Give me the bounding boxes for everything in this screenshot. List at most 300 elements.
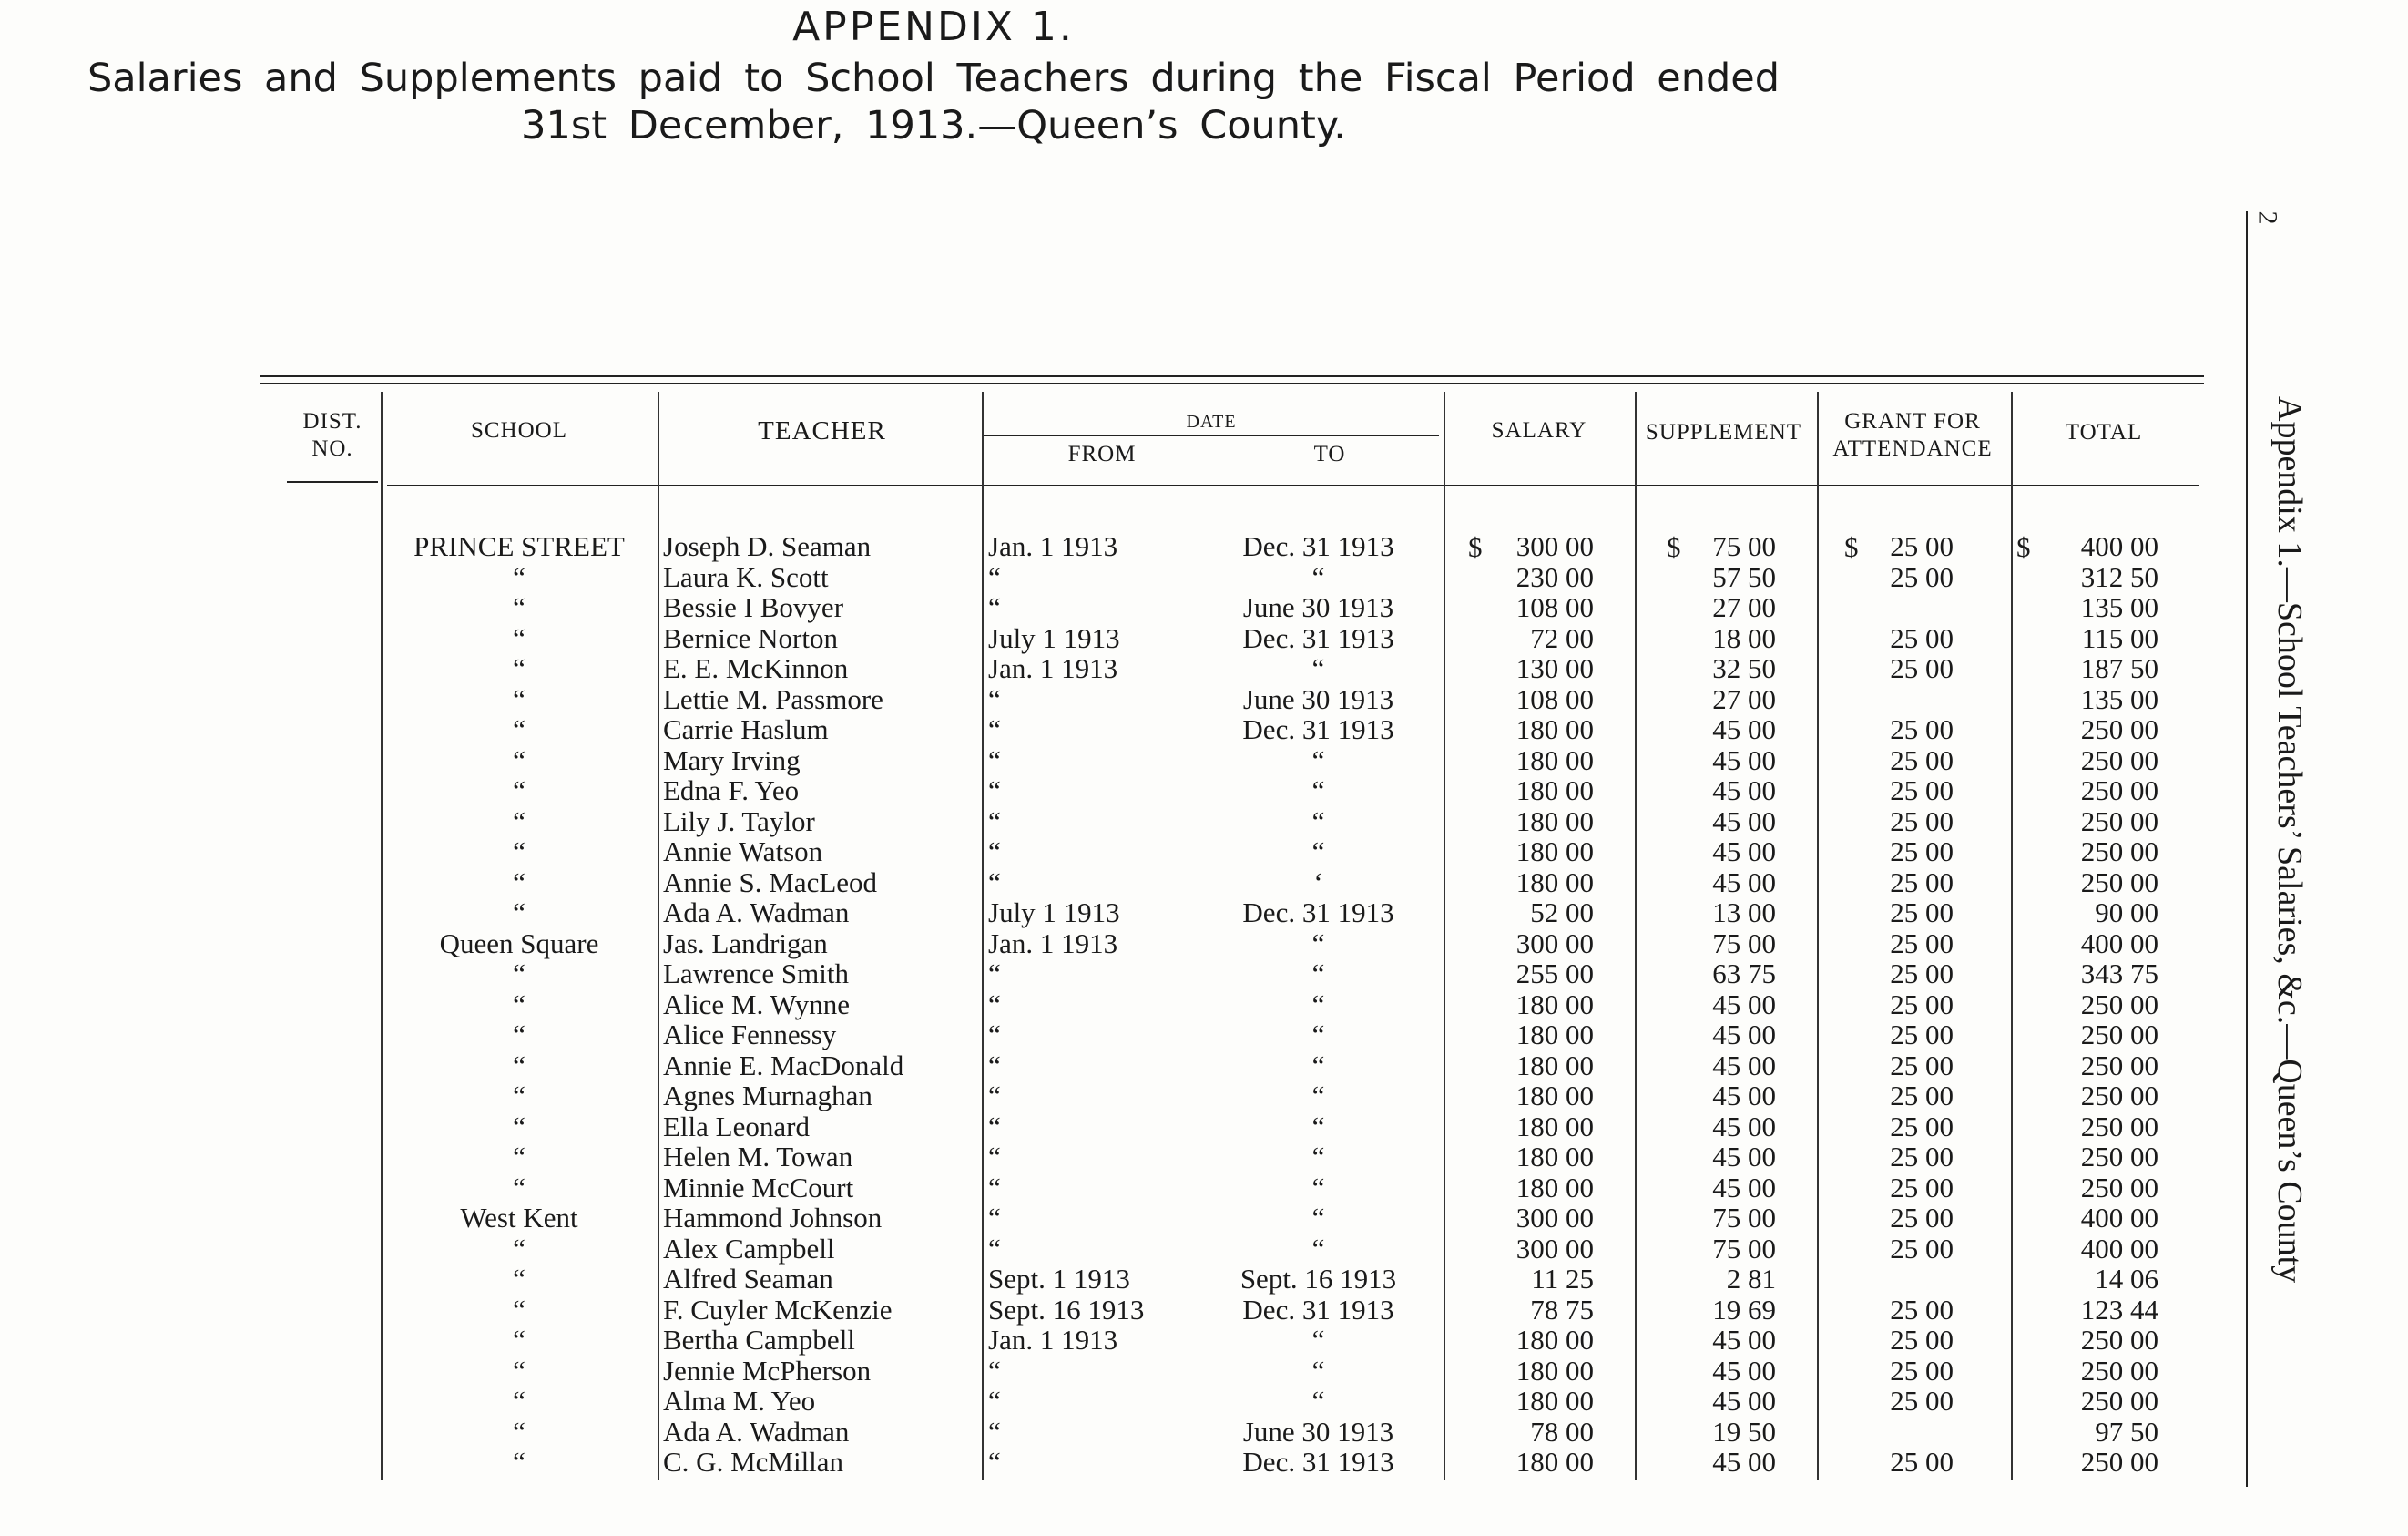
cell-sup: 57 50 bbox=[1712, 560, 1776, 593]
cell-from: “ bbox=[988, 1049, 1001, 1081]
cell-total: 97 50 bbox=[2095, 1415, 2158, 1448]
cell-to: “ bbox=[1311, 652, 1325, 684]
cell-teacher: Lettie M. Passmore bbox=[663, 682, 883, 715]
cell-to: “ bbox=[1311, 1202, 1325, 1234]
cell-from: “ bbox=[988, 774, 1001, 806]
dollar-sign-supplement: $ bbox=[1667, 531, 1681, 563]
cell-school: “ bbox=[513, 682, 525, 715]
header-salary: SALARY bbox=[1491, 418, 1587, 443]
table-row bbox=[0, 1142, 2186, 1172]
cell-school: “ bbox=[513, 713, 525, 745]
cell-sup: 75 00 bbox=[1712, 1202, 1776, 1234]
subtitle-line-2: 31st December, 1913.—Queen’s County. bbox=[521, 103, 1346, 148]
cell-salary: 300 00 bbox=[1515, 927, 1594, 959]
cell-school: “ bbox=[513, 743, 525, 776]
cell-salary: 108 00 bbox=[1515, 591, 1594, 623]
cell-to: “ bbox=[1311, 743, 1325, 776]
cell-to: “ bbox=[1311, 1141, 1325, 1172]
cell-to: “ bbox=[1311, 1232, 1325, 1265]
cell-grant: 25 00 bbox=[1890, 530, 1954, 562]
cell-from: Sept. 16 1913 bbox=[988, 1293, 1145, 1326]
cell-total: 250 00 bbox=[2080, 1110, 2158, 1142]
cell-from: Sept. 1 1913 bbox=[988, 1263, 1130, 1295]
cell-grant: 25 00 bbox=[1890, 1080, 1954, 1111]
table-row bbox=[0, 806, 2186, 837]
table-row bbox=[0, 1295, 2186, 1326]
cell-teacher: Lawrence Smith bbox=[663, 957, 850, 989]
cell-sup: 45 00 bbox=[1712, 1141, 1776, 1172]
cell-sup: 2 81 bbox=[1726, 1263, 1776, 1295]
table-row bbox=[0, 1172, 2186, 1203]
header-from: FROM bbox=[1067, 442, 1137, 466]
cell-sup: 45 00 bbox=[1712, 1049, 1776, 1081]
cell-sup: 75 00 bbox=[1712, 927, 1776, 959]
cell-school: “ bbox=[513, 1171, 525, 1203]
cell-total: 187 50 bbox=[2080, 652, 2158, 684]
cell-teacher: Alex Campbell bbox=[663, 1232, 835, 1265]
table-row bbox=[0, 928, 2186, 959]
cell-total: 250 00 bbox=[2080, 988, 2158, 1020]
table-row bbox=[0, 745, 2186, 776]
cell-grant: 25 00 bbox=[1890, 1049, 1954, 1081]
cell-school: “ bbox=[513, 621, 525, 654]
cell-teacher: Agnes Murnaghan bbox=[663, 1080, 872, 1111]
cell-school: “ bbox=[513, 591, 525, 623]
cell-salary: 180 00 bbox=[1515, 1385, 1594, 1417]
cell-sup: 45 00 bbox=[1712, 1019, 1776, 1050]
cell-from: “ bbox=[988, 1354, 1001, 1387]
cell-school: “ bbox=[513, 1415, 525, 1448]
cell-total: 90 00 bbox=[2095, 896, 2158, 928]
cell-school: “ bbox=[513, 1110, 525, 1142]
cell-to: June 30 1913 bbox=[1242, 1415, 1394, 1448]
cell-from: “ bbox=[988, 1446, 1001, 1478]
table-row bbox=[0, 1050, 2186, 1081]
table-row bbox=[0, 1111, 2186, 1142]
cell-total: 250 00 bbox=[2080, 1324, 2158, 1356]
cell-sup: 45 00 bbox=[1712, 865, 1776, 898]
cell-to: June 30 1913 bbox=[1242, 682, 1394, 715]
cell-grant: 25 00 bbox=[1890, 865, 1954, 898]
cell-teacher: Alice M. Wynne bbox=[663, 988, 851, 1020]
cell-from: “ bbox=[988, 1171, 1001, 1203]
cell-from: “ bbox=[988, 988, 1001, 1020]
header-date: DATE bbox=[1186, 412, 1237, 432]
header-dist: DIST. NO. bbox=[302, 409, 362, 461]
cell-sup: 45 00 bbox=[1712, 1080, 1776, 1111]
cell-from: “ bbox=[988, 743, 1001, 776]
cell-school: “ bbox=[513, 988, 525, 1020]
cell-to: Dec. 31 1913 bbox=[1242, 896, 1394, 928]
cell-grant: 25 00 bbox=[1890, 1019, 1954, 1050]
cell-salary: 78 75 bbox=[1530, 1293, 1594, 1326]
cell-teacher: Minnie McCourt bbox=[663, 1171, 854, 1203]
cell-grant: 25 00 bbox=[1890, 743, 1954, 776]
cell-from: “ bbox=[988, 1385, 1001, 1417]
cell-salary: 180 00 bbox=[1515, 865, 1594, 898]
cell-teacher: Bertha Campbell bbox=[663, 1324, 855, 1356]
table-row bbox=[0, 1356, 2186, 1387]
cell-teacher: Mary Irving bbox=[663, 743, 801, 776]
cell-sup: 45 00 bbox=[1712, 1324, 1776, 1356]
cell-teacher: Ada A. Wadman bbox=[663, 1415, 850, 1448]
cell-total: 135 00 bbox=[2080, 682, 2158, 715]
cell-total: 250 00 bbox=[2080, 1171, 2158, 1203]
table-body bbox=[0, 531, 2186, 1478]
cell-school: “ bbox=[513, 560, 525, 593]
cell-grant: 25 00 bbox=[1890, 1293, 1954, 1326]
table-row bbox=[0, 1019, 2186, 1050]
cell-teacher: Helen M. Towan bbox=[663, 1141, 853, 1172]
cell-sup: 45 00 bbox=[1712, 1385, 1776, 1417]
cell-sup: 19 69 bbox=[1712, 1293, 1776, 1326]
cell-teacher: Jas. Landrigan bbox=[663, 927, 828, 959]
cell-sup: 75 00 bbox=[1712, 1232, 1776, 1265]
cell-salary: 108 00 bbox=[1515, 682, 1594, 715]
cell-from: Jan. 1 1913 bbox=[988, 927, 1118, 959]
cell-from: “ bbox=[988, 1110, 1001, 1142]
cell-teacher: Ada A. Wadman bbox=[663, 896, 850, 928]
cell-teacher: Alma M. Yeo bbox=[663, 1385, 816, 1417]
cell-from: Jan. 1 1913 bbox=[988, 652, 1118, 684]
table-row bbox=[0, 1264, 2186, 1295]
cell-salary: 300 00 bbox=[1515, 530, 1594, 562]
cell-salary: 180 00 bbox=[1515, 1141, 1594, 1172]
table-row bbox=[0, 1234, 2186, 1265]
cell-total: 400 00 bbox=[2080, 530, 2158, 562]
cell-total: 250 00 bbox=[2080, 1141, 2158, 1172]
cell-sup: 19 50 bbox=[1712, 1415, 1776, 1448]
cell-salary: 180 00 bbox=[1515, 1171, 1594, 1203]
cell-teacher: Bessie I Bovyer bbox=[663, 591, 844, 623]
cell-teacher: E. E. McKinnon bbox=[663, 652, 849, 684]
cell-to: “ bbox=[1311, 835, 1325, 867]
cell-school: “ bbox=[513, 957, 525, 989]
cell-to: “ bbox=[1311, 1171, 1325, 1203]
cell-teacher: Bernice Norton bbox=[663, 621, 838, 654]
cell-grant: 25 00 bbox=[1890, 774, 1954, 806]
cell-total: 250 00 bbox=[2080, 1049, 2158, 1081]
cell-to: “ bbox=[1311, 774, 1325, 806]
cell-school: “ bbox=[513, 865, 525, 898]
cell-from: “ bbox=[988, 1019, 1001, 1050]
table-row bbox=[0, 775, 2186, 806]
cell-grant: 25 00 bbox=[1890, 1110, 1954, 1142]
cell-grant: 25 00 bbox=[1890, 1202, 1954, 1234]
cell-sup: 27 00 bbox=[1712, 591, 1776, 623]
cell-teacher: Edna F. Yeo bbox=[663, 774, 800, 806]
cell-school: “ bbox=[513, 835, 525, 867]
cell-salary: 180 00 bbox=[1515, 1110, 1594, 1142]
table-row bbox=[0, 531, 2186, 562]
cell-grant: 25 00 bbox=[1890, 1324, 1954, 1356]
cell-sup: 45 00 bbox=[1712, 835, 1776, 867]
cell-grant: 25 00 bbox=[1890, 1354, 1954, 1387]
cell-to: ‘ bbox=[1313, 865, 1323, 898]
header-total: TOTAL bbox=[2065, 420, 2143, 445]
header-rule-left bbox=[287, 481, 378, 483]
cell-grant: 25 00 bbox=[1890, 1385, 1954, 1417]
cell-sup: 32 50 bbox=[1712, 652, 1776, 684]
cell-total: 250 00 bbox=[2080, 713, 2158, 745]
table-row bbox=[0, 1417, 2186, 1448]
cell-to: “ bbox=[1311, 988, 1325, 1020]
cell-salary: 130 00 bbox=[1515, 652, 1594, 684]
cell-total: 400 00 bbox=[2080, 1232, 2158, 1265]
cell-salary: 255 00 bbox=[1515, 957, 1594, 989]
cell-grant: 25 00 bbox=[1890, 835, 1954, 867]
cell-teacher: Jennie McPherson bbox=[663, 1354, 872, 1387]
cell-sup: 45 00 bbox=[1712, 1110, 1776, 1142]
cell-salary: 11 25 bbox=[1531, 1263, 1594, 1295]
cell-salary: 52 00 bbox=[1530, 896, 1594, 928]
cell-grant: 25 00 bbox=[1890, 927, 1954, 959]
cell-sup: 45 00 bbox=[1712, 774, 1776, 806]
cell-teacher: Carrie Haslum bbox=[663, 713, 829, 745]
cell-total: 250 00 bbox=[2080, 865, 2158, 898]
cell-salary: 180 00 bbox=[1515, 743, 1594, 776]
cell-salary: 180 00 bbox=[1515, 774, 1594, 806]
cell-school: “ bbox=[513, 1324, 525, 1356]
cell-to: “ bbox=[1311, 927, 1325, 959]
cell-from: “ bbox=[988, 682, 1001, 715]
cell-school: “ bbox=[513, 1049, 525, 1081]
cell-from: “ bbox=[988, 804, 1001, 837]
cell-teacher: Hammond Johnson bbox=[663, 1202, 883, 1234]
cell-salary: 180 00 bbox=[1515, 1080, 1594, 1111]
cell-from: “ bbox=[988, 1415, 1001, 1448]
table-row bbox=[0, 989, 2186, 1020]
cell-total: 123 44 bbox=[2080, 1293, 2158, 1326]
cell-teacher: Annie Watson bbox=[663, 835, 823, 867]
cell-teacher: Lily J. Taylor bbox=[663, 804, 815, 837]
cell-from: “ bbox=[988, 957, 1001, 989]
cell-total: 115 00 bbox=[2081, 621, 2158, 654]
cell-teacher: Annie S. MacLeod bbox=[663, 865, 878, 898]
cell-sup: 45 00 bbox=[1712, 988, 1776, 1020]
cell-to: Dec. 31 1913 bbox=[1242, 1446, 1394, 1478]
table-row bbox=[0, 897, 2186, 928]
cell-to: “ bbox=[1311, 1080, 1325, 1111]
cell-to: “ bbox=[1311, 560, 1325, 593]
cell-total: 343 75 bbox=[2080, 957, 2158, 989]
table-row bbox=[0, 836, 2186, 867]
cell-sup: 45 00 bbox=[1712, 804, 1776, 837]
cell-total: 250 00 bbox=[2080, 743, 2158, 776]
cell-total: 250 00 bbox=[2080, 1385, 2158, 1417]
cell-from: “ bbox=[988, 1202, 1001, 1234]
cell-sup: 13 00 bbox=[1712, 896, 1776, 928]
cell-school: “ bbox=[513, 1080, 525, 1111]
cell-grant: 25 00 bbox=[1890, 988, 1954, 1020]
cell-total: 250 00 bbox=[2080, 1446, 2158, 1478]
table-row bbox=[0, 653, 2186, 684]
cell-to: Dec. 31 1913 bbox=[1242, 1293, 1394, 1326]
cell-teacher: C. G. McMillan bbox=[663, 1446, 844, 1478]
cell-to: “ bbox=[1311, 1354, 1325, 1387]
cell-sup: 45 00 bbox=[1712, 1446, 1776, 1478]
cell-grant: 25 00 bbox=[1890, 1446, 1954, 1478]
cell-sup: 45 00 bbox=[1712, 1354, 1776, 1387]
cell-from: “ bbox=[988, 1232, 1001, 1265]
cell-to: “ bbox=[1311, 1049, 1325, 1081]
cell-grant: 25 00 bbox=[1890, 1141, 1954, 1172]
cell-total: 250 00 bbox=[2080, 1354, 2158, 1387]
cell-total: 250 00 bbox=[2080, 804, 2158, 837]
cell-salary: 180 00 bbox=[1515, 713, 1594, 745]
cell-school: Queen Square bbox=[439, 927, 599, 959]
dollar-sign-grant: $ bbox=[1844, 531, 1859, 563]
cell-from: “ bbox=[988, 1080, 1001, 1111]
table-row bbox=[0, 1325, 2186, 1356]
cell-grant: 25 00 bbox=[1890, 713, 1954, 745]
cell-total: 135 00 bbox=[2080, 591, 2158, 623]
cell-sup: 18 00 bbox=[1712, 621, 1776, 654]
cell-sup: 45 00 bbox=[1712, 1171, 1776, 1203]
cell-salary: 180 00 bbox=[1515, 835, 1594, 867]
header-teacher: TEACHER bbox=[758, 416, 886, 445]
cell-school: “ bbox=[513, 1141, 525, 1172]
top-rule-2 bbox=[260, 383, 2204, 384]
dollar-sign-salary: $ bbox=[1468, 531, 1483, 563]
cell-from: “ bbox=[988, 835, 1001, 867]
table-row bbox=[0, 1080, 2186, 1111]
cell-salary: 180 00 bbox=[1515, 1019, 1594, 1050]
heading-block bbox=[0, 0, 1867, 149]
cell-salary: 300 00 bbox=[1515, 1202, 1594, 1234]
cell-salary: 72 00 bbox=[1530, 621, 1594, 654]
cell-to: Dec. 31 1913 bbox=[1242, 530, 1394, 562]
page-number: 2 bbox=[2252, 210, 2283, 225]
cell-teacher: Alice Fennessy bbox=[663, 1019, 837, 1050]
cell-teacher: Ella Leonard bbox=[663, 1110, 810, 1142]
cell-teacher: Alfred Seaman bbox=[663, 1263, 833, 1295]
cell-school: “ bbox=[513, 1019, 525, 1050]
cell-school: PRINCE STREET bbox=[413, 530, 625, 562]
cell-school: “ bbox=[513, 1293, 525, 1326]
cell-grant: 25 00 bbox=[1890, 621, 1954, 654]
cell-salary: 180 00 bbox=[1515, 1049, 1594, 1081]
cell-total: 250 00 bbox=[2080, 835, 2158, 867]
cell-sup: 45 00 bbox=[1712, 743, 1776, 776]
table-row bbox=[0, 958, 2186, 989]
cell-grant: 25 00 bbox=[1890, 560, 1954, 593]
cell-salary: 180 00 bbox=[1515, 804, 1594, 837]
cell-total: 400 00 bbox=[2080, 1202, 2158, 1234]
cell-school: “ bbox=[513, 896, 525, 928]
cell-from: Jan. 1 1913 bbox=[988, 530, 1118, 562]
cell-school: “ bbox=[513, 804, 525, 837]
cell-school: “ bbox=[513, 1232, 525, 1265]
cell-grant: 25 00 bbox=[1890, 896, 1954, 928]
cell-sup: 75 00 bbox=[1712, 530, 1776, 562]
appendix-title: APPENDIX 1. bbox=[792, 4, 1075, 50]
cell-grant: 25 00 bbox=[1890, 652, 1954, 684]
right-margin-rule bbox=[2246, 211, 2248, 1487]
header-supplement: SUPPLEMENT bbox=[1645, 420, 1802, 445]
cell-school: “ bbox=[513, 1385, 525, 1417]
date-subrule bbox=[984, 435, 1439, 436]
cell-grant: 25 00 bbox=[1890, 1171, 1954, 1203]
header-to: TO bbox=[1313, 442, 1346, 466]
table-row bbox=[0, 684, 2186, 715]
cell-school: “ bbox=[513, 652, 525, 684]
cell-sup: 45 00 bbox=[1712, 713, 1776, 745]
table-row bbox=[0, 562, 2186, 593]
side-title: Appendix 1.—School Teachers’ Salaries, &c.—Queen’s County bbox=[2270, 396, 2309, 1284]
cell-to: “ bbox=[1311, 1324, 1325, 1356]
cell-to: Dec. 31 1913 bbox=[1242, 621, 1394, 654]
cell-teacher: F. Cuyler McKenzie bbox=[663, 1293, 893, 1326]
cell-to: Sept. 16 1913 bbox=[1240, 1263, 1397, 1295]
cell-sup: 63 75 bbox=[1712, 957, 1776, 989]
subtitle-line-1: Salaries and Supplements paid to School Teachers during the Fiscal Period ended bbox=[87, 56, 1780, 101]
cell-teacher: Laura K. Scott bbox=[663, 560, 829, 593]
cell-salary: 230 00 bbox=[1515, 560, 1594, 593]
cell-school: “ bbox=[513, 774, 525, 806]
cell-from: “ bbox=[988, 865, 1001, 898]
cell-from: “ bbox=[988, 713, 1001, 745]
header-grant: GRANT FOR ATTENDANCE bbox=[1832, 409, 1993, 461]
cell-to: “ bbox=[1311, 1385, 1325, 1417]
table-row bbox=[0, 867, 2186, 898]
cell-salary: 180 00 bbox=[1515, 988, 1594, 1020]
cell-school: “ bbox=[513, 1354, 525, 1387]
cell-from: “ bbox=[988, 1141, 1001, 1172]
cell-total: 400 00 bbox=[2080, 927, 2158, 959]
cell-to: June 30 1913 bbox=[1242, 591, 1394, 623]
cell-grant: 25 00 bbox=[1890, 804, 1954, 837]
cell-grant: 25 00 bbox=[1890, 1232, 1954, 1265]
cell-grant: 25 00 bbox=[1890, 957, 1954, 989]
table-row bbox=[0, 1203, 2186, 1234]
cell-to: “ bbox=[1311, 804, 1325, 837]
cell-school: West Kent bbox=[460, 1202, 578, 1234]
header-school: SCHOOL bbox=[470, 418, 567, 443]
table-row bbox=[0, 1386, 2186, 1417]
cell-teacher: Annie E. MacDonald bbox=[663, 1049, 904, 1081]
cell-to: “ bbox=[1311, 1019, 1325, 1050]
cell-school: “ bbox=[513, 1263, 525, 1295]
cell-total: 250 00 bbox=[2080, 1080, 2158, 1111]
top-rule-1 bbox=[260, 375, 2204, 377]
cell-salary: 300 00 bbox=[1515, 1232, 1594, 1265]
cell-sup: 27 00 bbox=[1712, 682, 1776, 715]
cell-salary: 78 00 bbox=[1530, 1415, 1594, 1448]
cell-total: 250 00 bbox=[2080, 774, 2158, 806]
cell-total: 14 06 bbox=[2095, 1263, 2158, 1295]
cell-salary: 180 00 bbox=[1515, 1446, 1594, 1478]
table-row bbox=[0, 592, 2186, 623]
cell-salary: 180 00 bbox=[1515, 1354, 1594, 1387]
table-row bbox=[0, 1447, 2186, 1478]
cell-from: “ bbox=[988, 560, 1001, 593]
cell-total: 312 50 bbox=[2080, 560, 2158, 593]
dollar-sign-total: $ bbox=[2016, 531, 2031, 563]
cell-from: July 1 1913 bbox=[988, 896, 1120, 928]
cell-to: Dec. 31 1913 bbox=[1242, 713, 1394, 745]
cell-from: Jan. 1 1913 bbox=[988, 1324, 1118, 1356]
table-row bbox=[0, 714, 2186, 745]
table-row bbox=[0, 623, 2186, 654]
cell-from: July 1 1913 bbox=[988, 621, 1120, 654]
cell-teacher: Joseph D. Seaman bbox=[663, 530, 872, 562]
cell-from: “ bbox=[988, 591, 1001, 623]
cell-to: “ bbox=[1311, 957, 1325, 989]
cell-total: 250 00 bbox=[2080, 1019, 2158, 1050]
cell-school: “ bbox=[513, 1446, 525, 1478]
cell-salary: 180 00 bbox=[1515, 1324, 1594, 1356]
